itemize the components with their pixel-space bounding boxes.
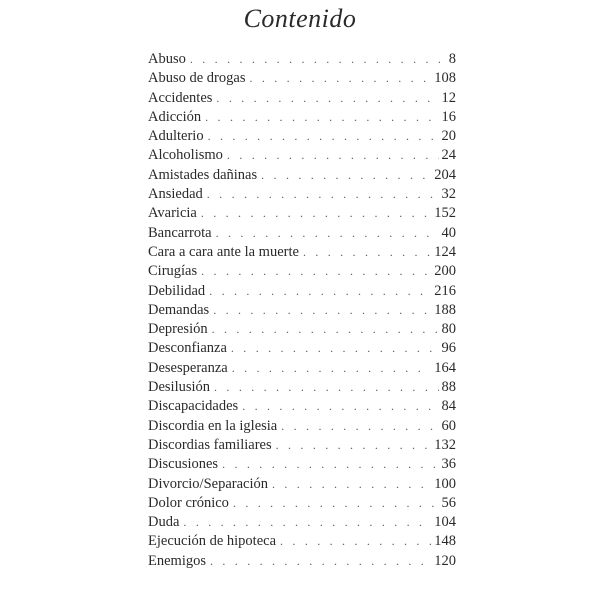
toc-entry-label: Divorcio/Separación <box>148 475 268 492</box>
toc-entry-label: Desesperanza <box>148 359 228 376</box>
toc-entry <box>148 185 456 204</box>
toc-entry-label: Ejecución de hipoteca <box>148 533 277 550</box>
dot-leader <box>222 455 438 474</box>
dot-leader <box>280 532 431 551</box>
toc-entry-page-number: 204 <box>434 166 456 183</box>
toc-entry-label: Cara a cara ante la muerte <box>148 243 299 260</box>
toc-entry <box>148 301 456 320</box>
toc-entry-page-number: 84 <box>441 398 456 415</box>
toc-entry-label: Avaricia <box>148 205 197 222</box>
dot-leader <box>201 204 431 223</box>
toc-entry-label: Abuso de drogas <box>148 70 246 87</box>
dot-leader <box>242 397 438 416</box>
toc-entry-label: Dolor crónico <box>148 494 229 511</box>
toc-entry <box>148 320 456 339</box>
toc-entry-label: Demandas <box>148 301 210 318</box>
toc-entry-label: Alcoholismo <box>148 147 223 164</box>
toc-entry-page-number: 20 <box>441 128 456 145</box>
toc-entry <box>148 127 456 146</box>
toc-entry <box>148 513 456 532</box>
toc-entry-page-number: 56 <box>441 494 456 511</box>
toc-entry-page-number: 148 <box>434 533 456 550</box>
toc-entry <box>148 243 456 262</box>
toc-entry-page-number: 88 <box>441 379 456 396</box>
dot-leader <box>232 359 432 378</box>
dot-leader <box>210 552 431 571</box>
toc-entry-label: Desconfianza <box>148 340 227 357</box>
dot-leader <box>276 436 432 455</box>
toc-entry-page-number: 32 <box>441 186 456 203</box>
toc-entry <box>148 397 456 416</box>
toc-entry-page-number: 108 <box>434 70 456 87</box>
dot-leader <box>213 301 431 320</box>
toc-entry-label: Discusiones <box>148 456 219 473</box>
dot-leader <box>261 166 431 185</box>
toc-entry <box>148 50 456 69</box>
toc-entry-label: Amistades dañinas <box>148 166 258 183</box>
toc-entry <box>148 455 456 474</box>
toc-entry-page-number: 104 <box>434 514 456 531</box>
toc-entry <box>148 282 456 301</box>
dot-leader <box>190 50 446 69</box>
dot-leader <box>249 69 431 88</box>
toc-entry-label: Debilidad <box>148 282 206 299</box>
toc-entry-page-number: 12 <box>441 89 456 106</box>
toc-entry-page-number: 200 <box>434 263 456 280</box>
toc-entry <box>148 108 456 127</box>
toc-entry <box>148 339 456 358</box>
dot-leader <box>227 146 439 165</box>
toc-entry-page-number: 40 <box>441 224 456 241</box>
toc-entry-label: Ansiedad <box>148 186 203 203</box>
toc-entry <box>148 224 456 243</box>
dot-leader <box>207 185 439 204</box>
toc-entry <box>148 89 456 108</box>
toc-entry-page-number: 132 <box>434 436 456 453</box>
toc-entry-label: Abuso <box>148 51 186 67</box>
toc-entry <box>148 436 456 455</box>
toc-entry-page-number: 124 <box>434 243 456 260</box>
toc-entry-label: Discapacidades <box>148 398 239 415</box>
dot-leader <box>216 224 439 243</box>
toc-entry-page-number: 188 <box>434 301 456 318</box>
toc-entry-page-number: 120 <box>434 552 456 569</box>
toc-entry-page-number: 216 <box>434 282 456 299</box>
table-of-contents <box>148 50 456 571</box>
toc-entry-page-number: 8 <box>448 51 456 67</box>
dot-leader <box>209 282 431 301</box>
toc-entry-label: Bancarrota <box>148 224 212 241</box>
toc-entry <box>148 204 456 223</box>
dot-leader <box>272 475 431 494</box>
dot-leader <box>208 127 439 146</box>
page-title: Contenido <box>243 4 357 33</box>
toc-entry-label: Depresión <box>148 321 208 338</box>
toc-entry <box>148 378 456 397</box>
toc-entry-page-number: 80 <box>441 321 456 338</box>
toc-entry-page-number: 16 <box>441 108 456 125</box>
toc-entry-page-number: 24 <box>441 147 456 164</box>
toc-entry <box>148 552 456 571</box>
toc-entry <box>148 417 456 436</box>
toc-entry <box>148 69 456 88</box>
dot-leader <box>214 378 438 397</box>
toc-entry-label: Accidentes <box>148 89 213 106</box>
toc-entry-label: Desilusión <box>148 379 211 396</box>
toc-entry <box>148 146 456 165</box>
dot-leader <box>231 339 439 358</box>
dot-leader <box>233 494 439 513</box>
toc-entry-page-number: 96 <box>441 340 456 357</box>
dot-leader <box>212 320 439 339</box>
toc-entry-label: Duda <box>148 514 180 531</box>
toc-entry-label: Discordia en la iglesia <box>148 417 278 434</box>
toc-entry-page-number: 60 <box>441 417 456 434</box>
toc-entry-page-number: 36 <box>441 456 456 473</box>
toc-entry-label: Enemigos <box>148 552 206 569</box>
toc-entry <box>148 166 456 185</box>
toc-entry <box>148 262 456 281</box>
toc-entry-label: Adulterio <box>148 128 204 145</box>
dot-leader <box>303 243 431 262</box>
dot-leader <box>205 108 438 127</box>
toc-entry <box>148 475 456 494</box>
toc-entry <box>148 359 456 378</box>
dot-leader <box>216 89 438 108</box>
toc-entry-page-number: 152 <box>434 205 456 222</box>
toc-entry-label: Adicción <box>148 108 202 125</box>
toc-entry-label: Cirugías <box>148 263 198 280</box>
dot-leader <box>183 513 431 532</box>
toc-entry-page-number: 164 <box>434 359 456 376</box>
toc-entry <box>148 494 456 513</box>
dot-leader <box>201 262 431 281</box>
dot-leader <box>281 417 438 436</box>
toc-entry-label: Discordias familiares <box>148 436 272 453</box>
toc-entry-page-number: 100 <box>434 475 456 492</box>
toc-entry <box>148 532 456 551</box>
